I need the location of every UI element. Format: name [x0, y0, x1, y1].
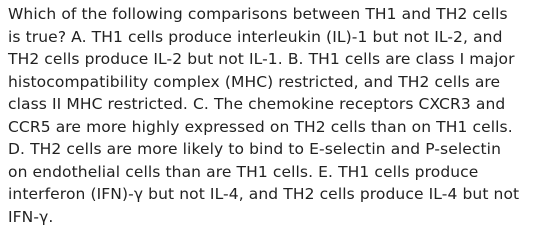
question-line: D. TH2 cells are more likely to bind to E-selectin and P-selectin	[8, 140, 502, 158]
question-text	[8, 3, 554, 228]
question-line: class II MHC restricted. C. The chemokine receptors CXCR3 and	[8, 95, 506, 113]
question-line: interferon (IFN)-γ but not IL-4, and TH2 cells produce IL-4 but not	[8, 185, 520, 203]
question-line: on endothelial cells than are TH1 cells. E. TH1 cells produce	[8, 162, 479, 181]
question-line: histocompatibility complex (MHC) restricted, and TH2 cells are	[8, 72, 501, 91]
question-line: Which of the following comparisons between TH1 and TH2 cells	[8, 5, 508, 23]
question-line: IFN-γ.	[8, 207, 54, 226]
question-line: CCR5 are more highly expressed on TH2 cells than on TH1 cells.	[8, 117, 513, 136]
question-line: TH2 cells produce IL-2 but not IL-1. B. TH1 cells are class I major	[8, 50, 515, 68]
question-line: is true? A. TH1 cells produce interleukin (IL)-1 but not IL-2, and	[8, 27, 503, 46]
